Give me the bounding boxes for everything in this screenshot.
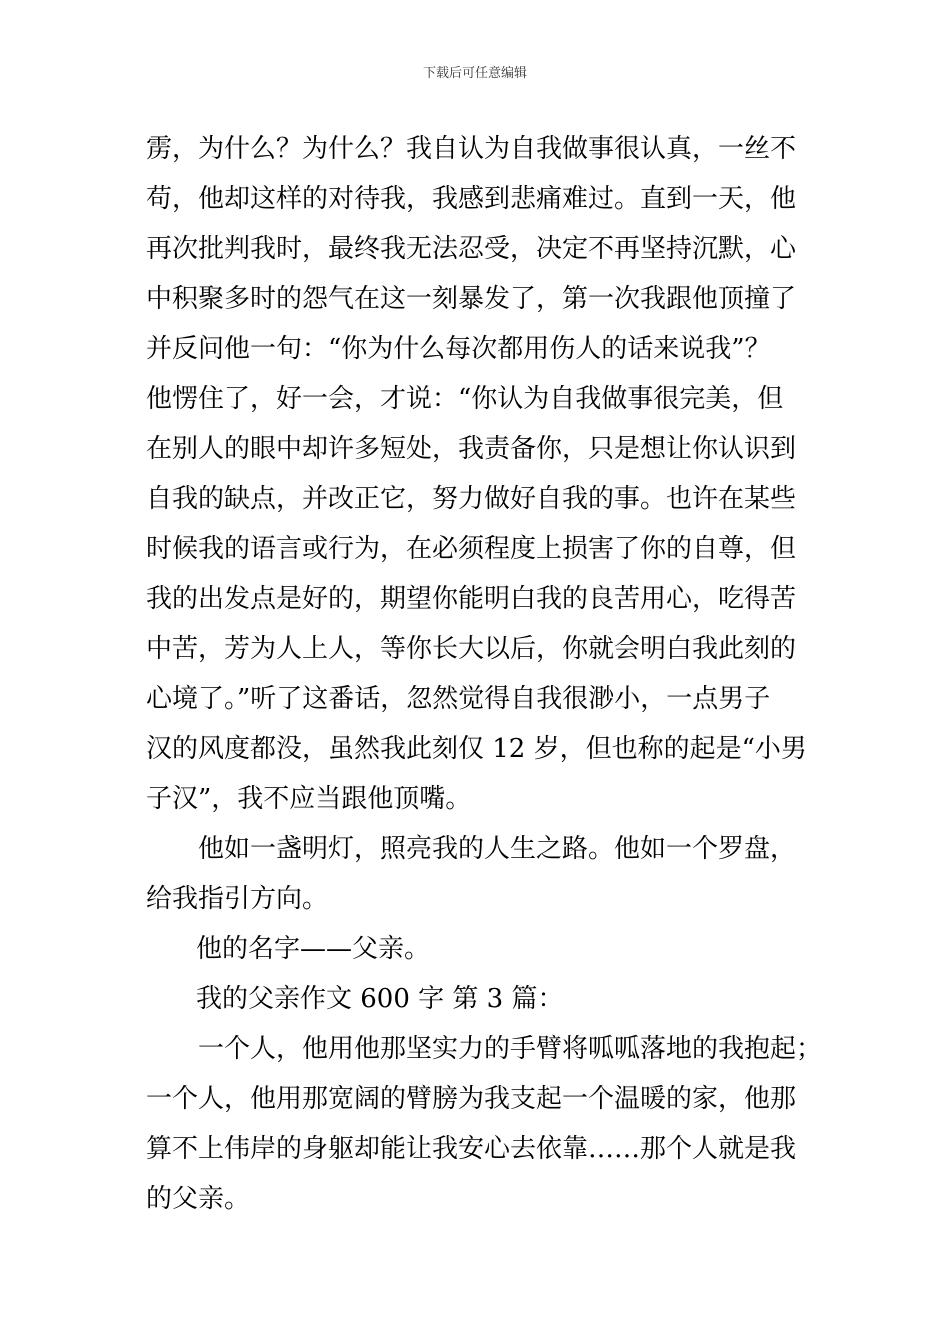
text-line: 雳，为什么？为什么？我自认为自我做事很认真，一丝不 — [146, 134, 797, 164]
text-line: 他愣住了，好一会，才说：“你认为自我做事很完美，但 — [146, 384, 784, 414]
text-line: 再次批判我时，最终我无法忍受，决定不再坚持沉默，心 — [146, 234, 797, 264]
text-line: 并反问他一句：“你为什么每次都用伤人的话来说我”？ — [146, 334, 771, 364]
text-line: 心境了。”听了这番话，忽然觉得自我很渺小，一点男子 — [146, 684, 771, 714]
paragraph-first-line: 他的名字——父亲。 — [196, 934, 431, 964]
body-text — [146, 124, 836, 1224]
text-line: 在别人的眼中却许多短处，我责备你，只是想让你认识到 — [146, 434, 797, 464]
text-line: 子汉”，我不应当跟他顶嘴。 — [146, 784, 472, 814]
text-line: 汉的风度都没，虽然我此刻仅 12 岁，但也称的起是“小男 — [146, 734, 807, 764]
text-line: 的父亲。 — [146, 1184, 251, 1214]
text-line: 给我指引方向。 — [146, 884, 329, 914]
text-line: 中苦，芳为人上人，等你长大以后，你就会明白我此刻的 — [146, 634, 797, 664]
text-line: 苟，他却这样的对待我，我感到悲痛难过。直到一天，他 — [146, 184, 797, 214]
text-line: 一个人，他用那宽阔的臂膀为我支起一个温暖的家，他那 — [146, 1084, 797, 1114]
section-heading: 我的父亲作文 600 字 第 3 篇： — [196, 984, 564, 1014]
text-line: 我的出发点是好的，期望你能明白我的良苦用心，吃得苦 — [146, 584, 797, 614]
text-line: 算不上伟岸的身躯却能让我安心去依靠……那个人就是我 — [146, 1134, 797, 1164]
text-line: 时候我的语言或行为，在必须程度上损害了你的自尊，但 — [146, 534, 797, 564]
paragraph-first-line: 他如一盏明灯，照亮我的人生之路。他如一个罗盘， — [198, 834, 797, 864]
page-header-note: 下载后可任意编辑 — [422, 66, 527, 81]
text-line: 自我的缺点，并改正它，努力做好自我的事。也许在某些 — [146, 484, 797, 514]
text-line: 中积聚多时的怨气在这一刻暴发了，第一次我跟他顶撞了 — [146, 284, 797, 314]
paragraph-first-line: 一个人，他用他那坚实力的手臂将呱呱落地的我抱起； — [198, 1034, 823, 1064]
